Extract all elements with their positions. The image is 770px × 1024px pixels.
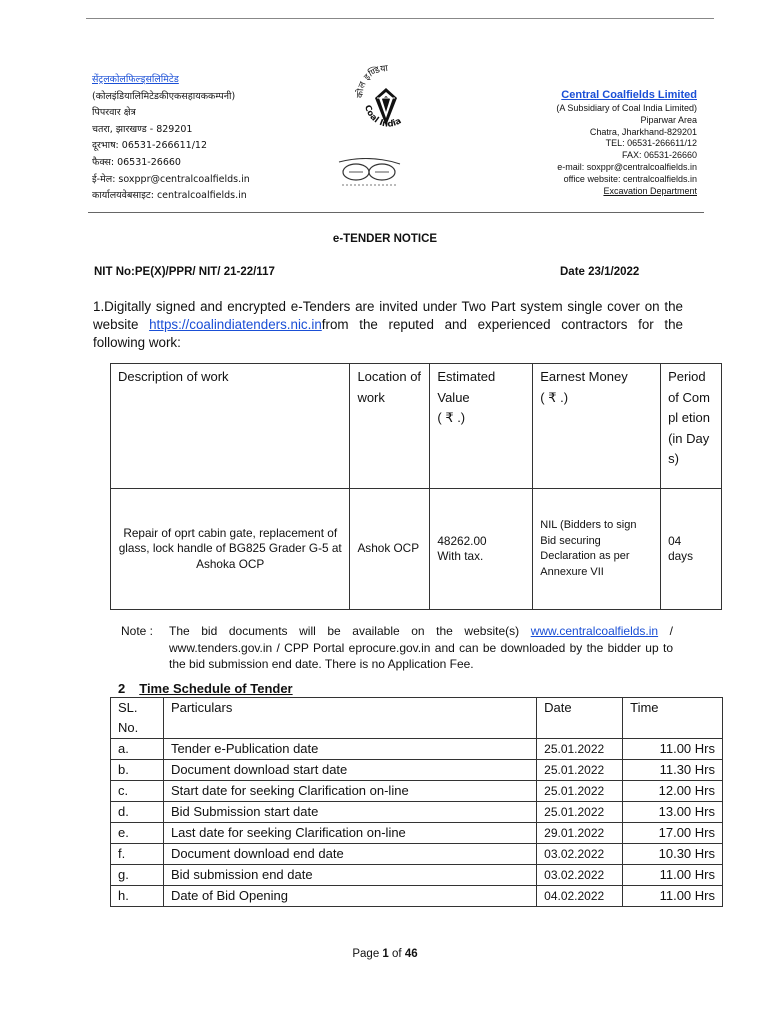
english-area: Piparwar Area [640,114,697,125]
schedule-row [111,886,723,907]
coal-india-logo [355,48,417,140]
schedule-date: 25.01.2022 [537,760,623,781]
schedule-table [110,697,723,907]
schedule-time: 11.00 Hrs [623,865,723,886]
english-email: e-mail: soxppr@centralcoalfields.in [557,161,697,172]
intro-text-end: from the reputed and experienced contractors for the following work: [93,317,683,350]
schedule-sl: h. [111,886,164,907]
hindi-phone: दूरभाष: 06531-266611/12 [92,140,207,152]
schedule-particulars: Tender e-Publication date [163,739,536,760]
schedule-row [111,823,723,844]
header-value-unit: ( ₹ .) [437,410,466,425]
schedule-time: 17.00 Hrs [623,823,723,844]
schedule-sl: d. [111,802,164,823]
section-2-title: Time Schedule of Tender [139,681,293,696]
work-table-header [111,364,722,489]
schedule-time: 11.00 Hrs [623,886,723,907]
work-value-note: With tax. [437,549,484,563]
header-emd-unit: ( ₹ .) [540,389,569,405]
schedule-row [111,802,723,823]
schedule-time: 10.30 Hrs [623,844,723,865]
footer-of-label: of [392,948,402,960]
schedule-time: 12.00 Hrs [623,781,723,802]
schedule-particulars: Date of Bid Opening [163,886,536,907]
hindi-address: चतरा, झारखण्ड - 829201 [92,123,193,135]
english-website: office website: centralcoalfields.in [563,173,697,184]
schedule-date: 03.02.2022 [537,844,623,865]
work-period-unit: days [668,549,693,563]
top-rule [86,18,714,19]
note-text [169,623,673,673]
schedule-time: 11.00 Hrs [623,739,723,760]
schedule-particulars: Document download end date [163,844,536,865]
logo-top-text: कोल इण्डिया [355,63,389,99]
english-tel: TEL: 06531-266611/12 [605,138,697,149]
logo-bottom-text: Coal India [361,103,404,130]
work-emd: NIL (Bidders to sign Bid securing Declaration as per Annexure VII [533,489,661,610]
work-description: Repair of oprt cabin gate, replacement of glass, lock handle of BG825 Grader G-5 at Ashoka OCP [111,489,350,610]
tender-portal-link[interactable]: https://coalindiatenders.nic.in [149,317,322,332]
schedule-particulars: Last date for seeking Clarification on-line [163,823,536,844]
notice-title: e-TENDER NOTICE [332,233,438,245]
english-company-name: Central Coalfields Limited [561,89,697,101]
header-emd-label: Earnest Money [540,369,628,384]
footer-page-label: Page [352,948,380,960]
hindi-subsidiary: (कोलइंडियालिमिटेडकीएकसहायककम्पनी) [92,90,236,102]
header-description: Description of work [111,364,350,489]
header-location: Location of work [350,364,430,489]
header-value [430,364,533,489]
header-period: Period of Compl etion (in Days) [661,364,722,489]
hindi-email: ई-मेल: soxppr@centralcoalfields.in [92,173,250,185]
work-value [430,489,533,610]
schedule-row [111,739,723,760]
ccl-website-link[interactable]: www.centralcoalfields.in [530,624,659,638]
header-value-label: Estimated Value [437,369,496,405]
header-emd [533,364,661,489]
azadi-stamp-icon [334,158,404,190]
intro-text: 1.Digitally signed and encrypted e-Tenders are invited under Two Part system single cover on the website [93,299,683,332]
hindi-company-name: सेंट्रलकोलफिल्ड्सलिमिटेड [92,74,179,85]
schedule-sl: g. [111,865,164,886]
schedule-particulars: Bid submission end date [163,865,536,886]
note-label: Note : [121,624,154,638]
schedule-date: 25.01.2022 [537,802,623,823]
note [121,623,673,673]
work-table-row [111,489,722,610]
work-table [110,363,722,610]
schedule-row [111,781,723,802]
schedule-row [111,760,723,781]
note-text-end: / www.tenders.gov.in / CPP Portal eprocure.gov.in and can be downloaded by the bidder up to the bid submission end date. There is no Application Fee. [169,624,674,671]
footer-page-total: 46 [404,948,418,960]
schedule-sl: b. [111,760,164,781]
schedule-header-sl: SL. No. [111,698,164,739]
schedule-header-particulars: Particulars [163,698,536,739]
work-value-amount: 48262.00 [437,533,487,548]
notice-date: Date 23/1/2022 [560,266,640,278]
hindi-area: पिपरवार क्षेत्र [92,107,136,119]
note-text-start: The bid documents will be available on the website(s) [169,624,531,638]
schedule-header-date: Date [537,698,623,739]
schedule-particulars: Bid Submission start date [163,802,536,823]
schedule-header-time: Time [623,698,723,739]
intro-paragraph [93,298,683,352]
hindi-fax: फैक्स: 06531-26660 [92,156,181,168]
schedule-date: 25.01.2022 [537,781,623,802]
schedule-date: 04.02.2022 [537,886,623,907]
work-location: Ashok OCP [350,489,430,610]
schedule-sl: f. [111,844,164,865]
letterhead-divider [88,212,704,213]
english-fax: FAX: 06531-26660 [621,150,697,161]
section-2-heading [118,681,293,696]
schedule-header [111,698,723,739]
hindi-website: कार्यालयवेबसाइट: centralcoalfields.in [92,190,247,202]
section-2-number: 2 [118,681,126,696]
work-period-value: 04 [668,533,682,548]
hindi-letterhead [92,72,250,205]
english-address: Chatra, Jharkhand-829201 [589,126,697,137]
work-period [661,489,722,610]
nit-number: NIT No:PE(X)/PPR/ NIT/ 21-22/117 [94,266,275,278]
schedule-time: 11.30 Hrs [623,760,723,781]
schedule-date: 29.01.2022 [537,823,623,844]
english-letterhead [556,88,697,197]
schedule-date: 25.01.2022 [537,739,623,760]
page-footer [0,948,770,960]
schedule-row [111,844,723,865]
schedule-sl: c. [111,781,164,802]
schedule-sl: a. [111,739,164,760]
footer-page-number: 1 [382,948,389,960]
schedule-sl: e. [111,823,164,844]
schedule-particulars: Document download start date [163,760,536,781]
schedule-date: 03.02.2022 [537,865,623,886]
schedule-row [111,865,723,886]
schedule-particulars: Start date for seeking Clarification on-line [163,781,536,802]
english-department: Excavation Department [603,185,697,196]
schedule-time: 13.00 Hrs [623,802,723,823]
english-subsidiary: (A Subsidiary of Coal India Limited) [556,103,697,113]
